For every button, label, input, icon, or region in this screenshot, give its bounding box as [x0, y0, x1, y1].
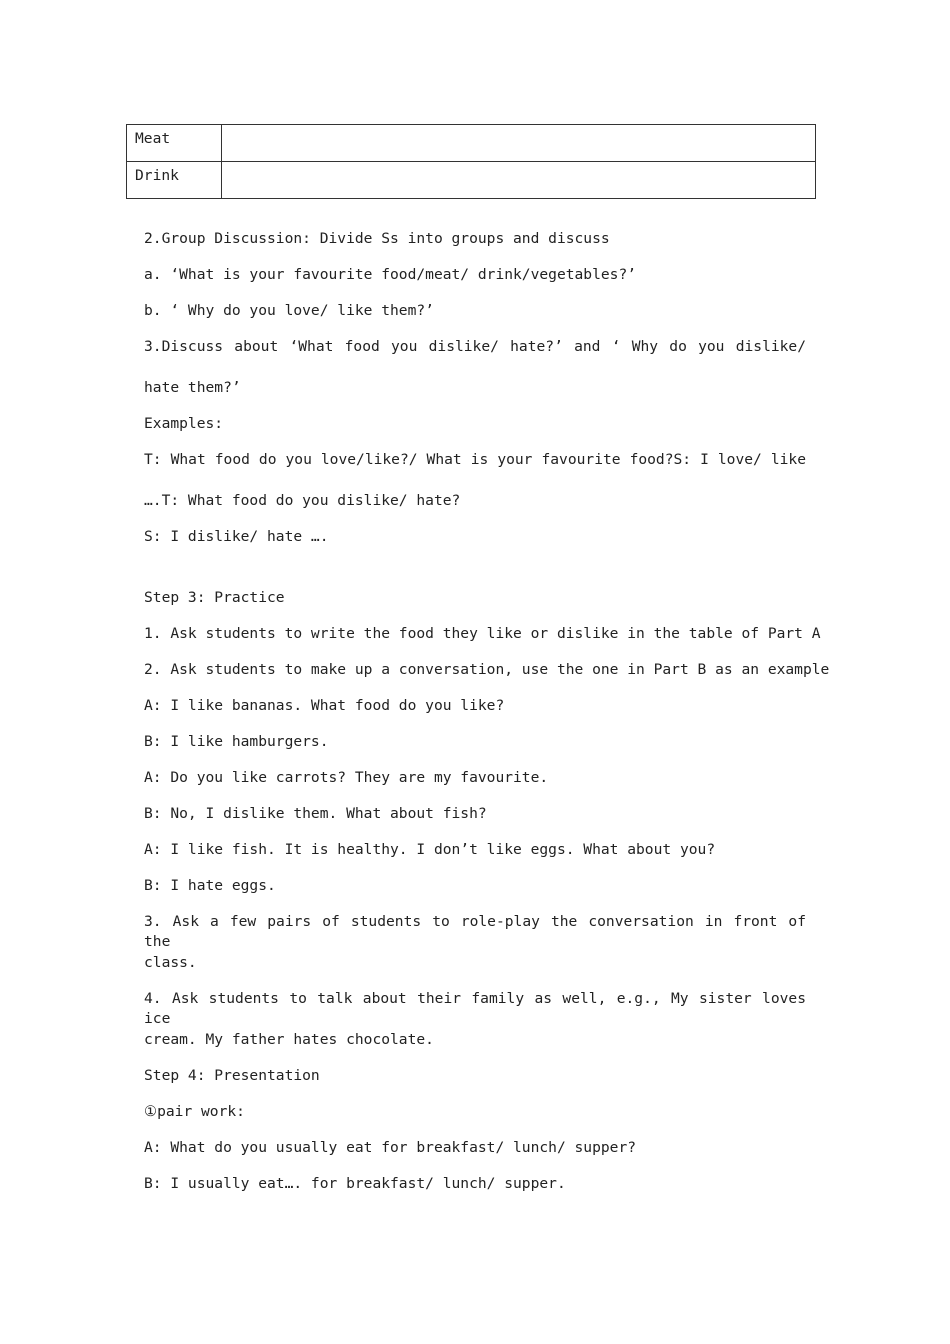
- practice-item-3-cont: class.: [144, 954, 197, 971]
- question-a: a. ‘What is your favourite food/meat/ drink/vegetables?’: [144, 266, 637, 283]
- dialogue-line: B: I hate eggs.: [144, 877, 276, 894]
- practice-item-4: 4. Ask students to talk about their family as well, e.g., My sister loves ice: [144, 990, 806, 1027]
- table-row: [127, 162, 816, 199]
- practice-item-4-cont: cream. My father hates chocolate.: [144, 1031, 434, 1048]
- pair-work-label: ①pair work:: [144, 1103, 245, 1120]
- practice-item-3: 3. Ask a few pairs of students to role-play the conversation in front of the: [144, 913, 806, 950]
- discuss-line-cont: hate them?’: [144, 379, 241, 396]
- pair-work-question: A: What do you usually eat for breakfast/ lunch/ supper?: [144, 1139, 637, 1156]
- food-table: [126, 124, 816, 199]
- step-4-heading: Step 4: Presentation: [144, 1067, 320, 1084]
- dialogue-line: A: Do you like carrots? They are my favourite.: [144, 769, 549, 786]
- step-3-heading: Step 3: Practice: [144, 589, 285, 606]
- dialogue-line: B: No, I dislike them. What about fish?: [144, 805, 487, 822]
- practice-item-1: 1. Ask students to write the food they like or dislike in the table of Part A: [144, 625, 821, 642]
- table-row: [127, 125, 816, 162]
- dialogue-line: B: I like hamburgers.: [144, 733, 329, 750]
- example-line: T: What food do you love/like?/ What is your favourite food?S: I love/ like: [144, 451, 806, 468]
- example-answer: S: I dislike/ hate ….: [144, 528, 329, 545]
- discuss-line: 3.Discuss about ‘What food you dislike/ hate?’ and ‘ Why do you dislike/: [144, 338, 806, 355]
- row-label-drink: Drink: [127, 162, 222, 199]
- dialogue-line: A: I like bananas. What food do you like?: [144, 697, 505, 714]
- dialogue-line: A: I like fish. It is healthy. I don’t like eggs. What about you?: [144, 841, 716, 858]
- pair-work-answer: B: I usually eat…. for breakfast/ lunch/ supper.: [144, 1175, 566, 1192]
- question-b: b. ‘ Why do you love/ like them?’: [144, 302, 434, 319]
- row-value-drink: [222, 162, 816, 199]
- row-value-meat: [222, 125, 816, 162]
- group-discussion-heading: 2.Group Discussion: Divide Ss into groups and discuss: [144, 230, 610, 247]
- examples-label: Examples:: [144, 415, 224, 432]
- practice-item-2: 2. Ask students to make up a conversation, use the one in Part B as an example: [144, 661, 830, 678]
- row-label-meat: Meat: [127, 125, 222, 162]
- example-line-cont: ….T: What food do you dislike/ hate?: [144, 492, 461, 509]
